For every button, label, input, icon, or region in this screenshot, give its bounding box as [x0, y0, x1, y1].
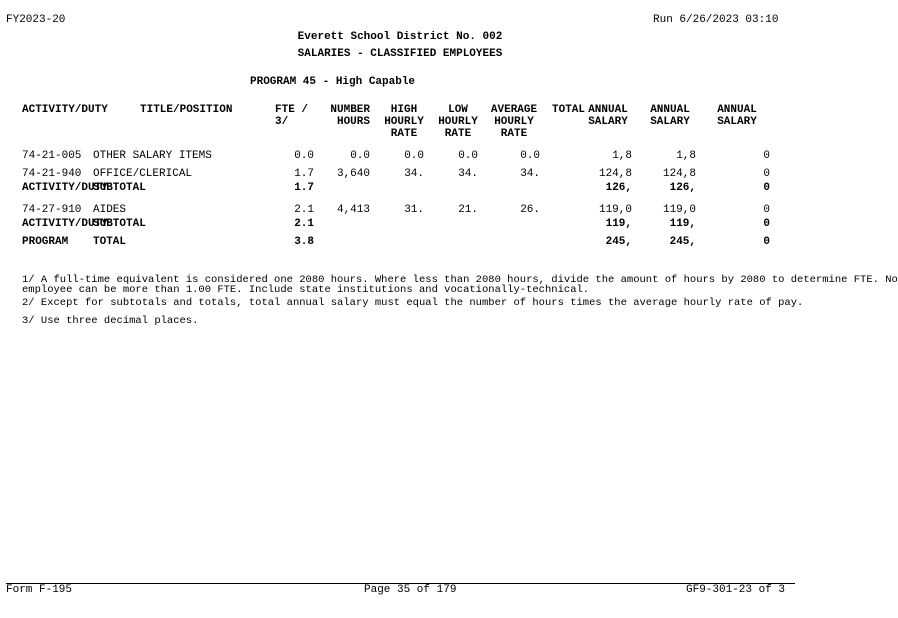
- col-activity: ACTIVITY/DUTY: [22, 104, 108, 116]
- row-annual-salary-2: 1,8: [676, 150, 696, 162]
- row-code: PROGRAM: [22, 236, 69, 248]
- row-title: OFFICE/CLERICAL: [93, 168, 193, 180]
- row-fte: 3.8: [294, 236, 314, 248]
- row-hours: 0.0: [350, 150, 370, 162]
- row-annual-salary: 1,8: [612, 150, 632, 162]
- row-annual-salary-2: 119,: [669, 218, 696, 230]
- row-code: 74-27-910: [22, 204, 82, 216]
- row-avg-rate: 26.: [520, 204, 540, 216]
- row-hours: 3,640: [336, 168, 370, 180]
- row-code: ACTIVITY/DUTY: [22, 218, 108, 230]
- row-code: 74-21-005: [22, 150, 82, 162]
- col-fte: FTE / 3/: [275, 104, 309, 128]
- row-title: OTHER SALARY ITEMS: [93, 150, 212, 162]
- row-low-rate: 0.0: [458, 150, 478, 162]
- row-title: AIDES: [93, 204, 127, 216]
- row-fte: 0.0: [294, 150, 314, 162]
- col-total: TOTAL: [552, 104, 586, 116]
- row-annual-salary-3: 0: [763, 236, 770, 248]
- form-number: Form F-195: [6, 584, 73, 596]
- form-id: GF9-301-23 of 3: [686, 584, 786, 596]
- row-annual-salary-2: 126,: [669, 182, 696, 194]
- run-stamp: Run 6/26/2023 03:10: [653, 14, 779, 26]
- row-annual-salary-3: 0: [763, 168, 770, 180]
- row-annual-salary: 119,0: [598, 204, 632, 216]
- row-annual-salary-3: 0: [763, 204, 770, 216]
- row-high-rate: 0.0: [404, 150, 424, 162]
- row-high-rate: 34.: [404, 168, 424, 180]
- row-title: SUBTOTAL: [93, 182, 146, 194]
- row-code: 74-21-940: [22, 168, 82, 180]
- footnote-3: 3/ Use three decimal places.: [22, 315, 199, 327]
- row-annual-salary-3: 0: [763, 150, 770, 162]
- row-low-rate: 34.: [458, 168, 478, 180]
- row-avg-rate: 34.: [520, 168, 540, 180]
- row-code: ACTIVITY/DUTY: [22, 182, 108, 194]
- row-title: SUBTOTAL: [93, 218, 146, 230]
- row-fte: 2.1: [294, 204, 314, 216]
- footnote-2: 2/ Except for subtotals and totals, total annual salary must equal the number of hours times the average hourly rate of pay.: [22, 297, 804, 309]
- col-average-hourly: AVERAGE HOURLY RATE: [490, 104, 538, 140]
- row-avg-rate: 0.0: [520, 150, 540, 162]
- col-low-hourly: LOW HOURLY RATE: [438, 104, 478, 140]
- row-fte: 1.7: [294, 168, 314, 180]
- col-number-hours: NUMBER HOURS: [330, 104, 370, 128]
- row-annual-salary-2: 245,: [669, 236, 696, 248]
- col-annual-salary-3: ANNUAL SALARY: [717, 104, 757, 128]
- col-annual-salary: ANNUAL SALARY: [588, 104, 628, 128]
- col-title-position: TITLE/POSITION: [140, 104, 233, 116]
- col-annual-salary-2: ANNUAL SALARY: [650, 104, 690, 128]
- row-annual-salary: 119,: [605, 218, 632, 230]
- row-high-rate: 31.: [404, 204, 424, 216]
- row-title: TOTAL: [93, 236, 127, 248]
- col-high-hourly: HIGH HOURLY RATE: [384, 104, 424, 140]
- page-number: Page 35 of 179: [364, 584, 457, 596]
- district-name: Everett School District No. 002: [297, 31, 503, 43]
- row-hours: 4,413: [336, 204, 370, 216]
- row-low-rate: 21.: [458, 204, 478, 216]
- footnote-1-cont: employee can be more than 1.00 FTE. Include state institutions and vocationally-technical.: [22, 284, 590, 296]
- row-annual-salary: 126,: [605, 182, 632, 194]
- row-fte: 1.7: [294, 182, 314, 194]
- row-annual-salary-2: 124,8: [662, 168, 696, 180]
- row-annual-salary-3: 0: [763, 218, 770, 230]
- footnote-1: 1/ A full-time equivalent is considered one 2080 hours. Where less than 2080 hours, divide the amount of hours by 2080 to determine FTE. No: [22, 274, 898, 286]
- program-title: PROGRAM 45 - High Capable: [250, 76, 416, 88]
- row-fte: 2.1: [294, 218, 314, 230]
- row-annual-salary: 245,: [605, 236, 632, 248]
- fiscal-year: FY2023-20: [6, 14, 66, 26]
- row-annual-salary: 124,8: [598, 168, 632, 180]
- row-annual-salary-2: 119,0: [662, 204, 696, 216]
- row-annual-salary-3: 0: [763, 182, 770, 194]
- report-title: SALARIES - CLASSIFIED EMPLOYEES: [297, 48, 503, 60]
